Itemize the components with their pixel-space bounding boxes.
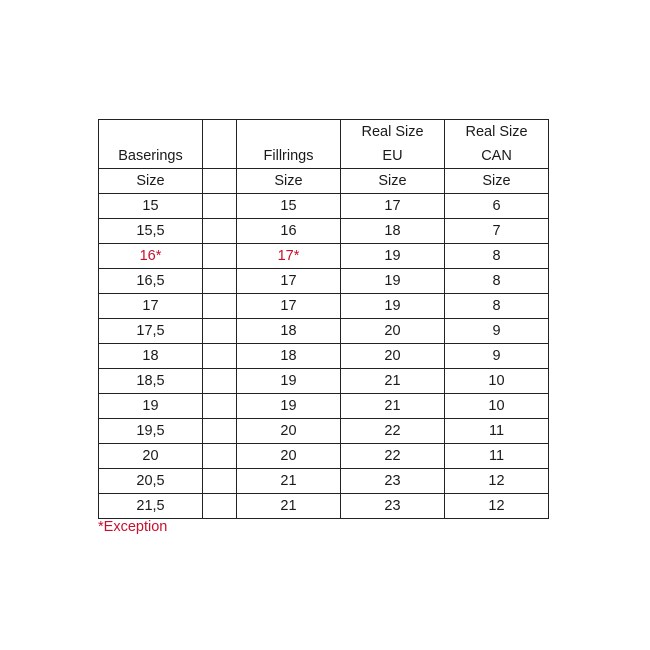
can-size-cell: 12 [445, 494, 549, 519]
table-row [99, 319, 549, 344]
can-size-cell: 6 [445, 194, 549, 219]
header-cell [203, 144, 237, 169]
size-table-body [99, 120, 549, 519]
eu-size-cell: 21 [341, 394, 445, 419]
table-row [99, 294, 549, 319]
header-baserings: Baserings [99, 144, 203, 169]
header-size: Size [99, 169, 203, 194]
fillring-size-cell: 20 [237, 444, 341, 469]
table-row [99, 194, 549, 219]
can-size-cell: 9 [445, 319, 549, 344]
basering-size-cell: 18 [99, 344, 203, 369]
eu-size-cell: 19 [341, 244, 445, 269]
spacer-cell [203, 219, 237, 244]
basering-size-cell: 18,5 [99, 369, 203, 394]
table-row [99, 244, 549, 269]
spacer-cell [203, 394, 237, 419]
spacer-cell [203, 319, 237, 344]
spacer-cell [203, 344, 237, 369]
fillring-size-cell: 18 [237, 319, 341, 344]
header-size: Size [445, 169, 549, 194]
header-cell [203, 120, 237, 145]
fillring-size-cell: 17* [237, 244, 341, 269]
header-cell [99, 120, 203, 145]
header-size: Size [341, 169, 445, 194]
spacer-cell [203, 444, 237, 469]
fillring-size-cell: 17 [237, 294, 341, 319]
basering-size-cell: 16,5 [99, 269, 203, 294]
eu-size-cell: 23 [341, 469, 445, 494]
spacer-cell [203, 269, 237, 294]
header-row-3 [99, 169, 549, 194]
eu-size-cell: 23 [341, 494, 445, 519]
header-size: Size [237, 169, 341, 194]
eu-size-cell: 20 [341, 319, 445, 344]
can-size-cell: 10 [445, 369, 549, 394]
can-size-cell: 11 [445, 419, 549, 444]
spacer-cell [203, 369, 237, 394]
eu-size-cell: 20 [341, 344, 445, 369]
basering-size-cell: 15 [99, 194, 203, 219]
fillring-size-cell: 20 [237, 419, 341, 444]
table-row [99, 444, 549, 469]
table-row [99, 369, 549, 394]
header-row-1 [99, 120, 549, 145]
fillring-size-cell: 15 [237, 194, 341, 219]
table-row [99, 394, 549, 419]
spacer-cell [203, 194, 237, 219]
header-eu: EU [341, 144, 445, 169]
spacer-cell [203, 494, 237, 519]
eu-size-cell: 19 [341, 294, 445, 319]
eu-size-cell: 18 [341, 219, 445, 244]
can-size-cell: 8 [445, 294, 549, 319]
table-row [99, 219, 549, 244]
ring-size-table [98, 119, 549, 519]
header-real-size-eu: Real Size [341, 120, 445, 145]
can-size-cell: 8 [445, 244, 549, 269]
header-fillrings: Fillrings [237, 144, 341, 169]
can-size-cell: 10 [445, 394, 549, 419]
can-size-cell: 7 [445, 219, 549, 244]
can-size-cell: 11 [445, 444, 549, 469]
fillring-size-cell: 17 [237, 269, 341, 294]
table-row [99, 494, 549, 519]
header-cell [237, 120, 341, 145]
table-row [99, 469, 549, 494]
spacer-cell [203, 419, 237, 444]
table-row [99, 269, 549, 294]
eu-size-cell: 22 [341, 419, 445, 444]
basering-size-cell: 17 [99, 294, 203, 319]
header-can: CAN [445, 144, 549, 169]
spacer-cell [203, 294, 237, 319]
header-cell [203, 169, 237, 194]
eu-size-cell: 19 [341, 269, 445, 294]
basering-size-cell: 15,5 [99, 219, 203, 244]
fillring-size-cell: 19 [237, 369, 341, 394]
eu-size-cell: 21 [341, 369, 445, 394]
table-row [99, 419, 549, 444]
fillring-size-cell: 16 [237, 219, 341, 244]
fillring-size-cell: 21 [237, 494, 341, 519]
header-real-size-can: Real Size [445, 120, 549, 145]
basering-size-cell: 16* [99, 244, 203, 269]
spacer-cell [203, 244, 237, 269]
eu-size-cell: 22 [341, 444, 445, 469]
eu-size-cell: 17 [341, 194, 445, 219]
fillring-size-cell: 18 [237, 344, 341, 369]
fillring-size-cell: 19 [237, 394, 341, 419]
can-size-cell: 12 [445, 469, 549, 494]
can-size-cell: 9 [445, 344, 549, 369]
can-size-cell: 8 [445, 269, 549, 294]
exception-footnote: *Exception [98, 519, 168, 535]
basering-size-cell: 20,5 [99, 469, 203, 494]
basering-size-cell: 17,5 [99, 319, 203, 344]
basering-size-cell: 19,5 [99, 419, 203, 444]
header-row-2 [99, 144, 549, 169]
fillring-size-cell: 21 [237, 469, 341, 494]
basering-size-cell: 21,5 [99, 494, 203, 519]
basering-size-cell: 20 [99, 444, 203, 469]
basering-size-cell: 19 [99, 394, 203, 419]
table-row [99, 344, 549, 369]
spacer-cell [203, 469, 237, 494]
